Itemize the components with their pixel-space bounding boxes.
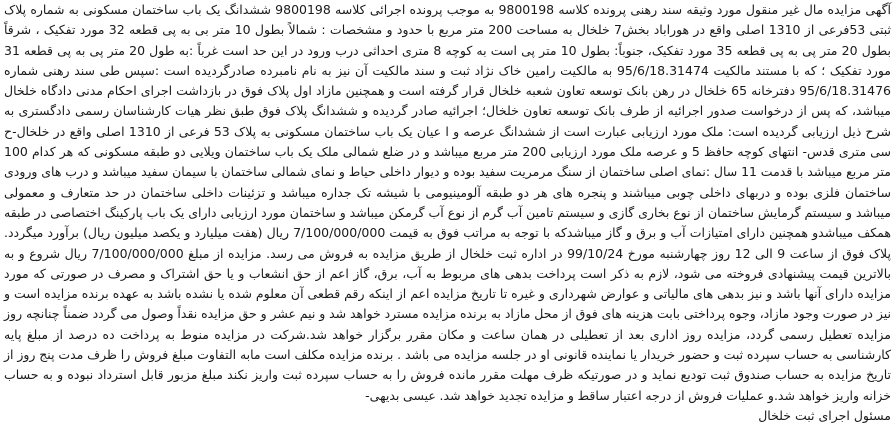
auction-notice-text: آگهی مزایده مال غیر منقول مورد وثیقه سند رهنی پرونده کلاسه 9800198 به موجب پرونده اجرائی کلاسه 9800198 ششدانگ یک باب ساختمان مسکونی به شماره پلاک ثبتی 53فرعی از 1310 اصلی واقع در هوراباد بخش7 خلخال به مساحت 200 متر مربع با حدود و مشخصات : شمالاً بطول 10 متر بی به پی قطعه 32 مورد تفکیک ، شرقاً بطول 20 متر پی به پی قطعه 35 مورد تفکیک، جنوباً: بطول 10 متر پی است به کوچه 8 متری احداثی درب ورود در این حد است غرباً :به طول 20 متر پی به پی قطعه 31 مورد تفکیک ؛ که با مستند مالکیت 95/6/18.31474 به مالکیت رامین خاک نژاد ثبت و سند مالکیت آن نیز به نام نامبرده صادرگردیده است :سپس طی سند رهنی شماره 95/6/18.31476 دفترخانه 65 خلخال در رهن بانک توسعه تعاون شعبه خلخال قرار گرفته است و همچنین مازاد اول پلاک فوق در بازداشت اجرای احکام مدنی دادگاه خلخال میباشد، که پس از درخواست صدور اجرائیه از طرف بانک توسعه تعاون خلخال؛ اجرائیه صادر گردیده و ششدانگ پلاک فوق طبق نظر هیات کارشناسان رسمی دادگستری به شرح ذیل ارزیابی گردیده است: ملک مورد ارزیابی عبارت است از ششدانگ عرصه و ا عیان یک باب ساختمان مسکونی به پلاک 53 فرعی از 1310 اصلی واقع در خلخال-ح سی متری قدس- انتهای کوچه حافظ 5 و عرصه ملک مورد ارزیابی 200 متر مربع میباشد و در ضلع شمالی ملک یک باب ساختمان ویلایی دو طبقه مسکونی که هر کدام 100 متر مربع میباشد با قدمت 11 سال :نمای اصلی ساختمان از سنگ مرمریت سفید بوده و دیوار داخلی حیاط و نمای شمالی ساختمان با سیمان سفید میباشد و درب های ورودی ساختمان فلزی بوده و دربهای داخلی چوبی میباشند و پنجره های هر دو طبقه آلومینیومی با شیشه تک جداره میباشد و تزئینات داخلی ساختمان در حد متعارف و معمولی میباشد و سیستم گرمایش ساختمان از نوع بخاری گازی و سیستم تامین آب گرم از نوع آب گرمکن میباشد و ساختمان مورد ارزیابی دارای یک باب پارکینگ اختصاصی در طبقه همکف میباشدو همچنین دارای امتیازات آب و برق و گاز میباشدکه با توجه به مراتب فوق به قیمت 7/100/000/000 ریال (هفت میلیارد و یکصد میلیون ریال) برآورد میگردد. پلاک فوق از ساعت 9 الی 12 روز چهارشنبه مورخ 99/10/24 در اداره ثبت خلخال از طریق مزایده به فروش می رسد. مزایده از مبلغ 7/100/000/000 ریال شروع و به بالاترین قیمت پیشنهادی فروخته می شود، لازم به ذکر است پرداخت بدهی های مربوط به آب، برق، گاز اعم از حق انشعاب و یا حق اشتراک و مصرف در صورتی که مورد مزایده دارای آنها باشد و نیز بدهی های مالیاتی و عوارض شهرداری و غیره تا تاریخ مزایده اعم از اینکه رقم قطعی آن معلوم شده یا نشده باشد به عهده برنده مزایده است و نیز در صورت وجود مازاد، وجوه پرداختی بابت هزینه های فوق از محل مازاد به برنده مزایده مسترد خواهد شد و نیم عشر و حق مزایده نقداً وصول می گردد ضمناً چنانچه روز مزایده تعطیل رسمی گردد، مزایده روز اداری بعد از تعطیلی در همان ساعت و مکان مقرر برگزار خواهد شد.شرکت در مزایده منوط به پرداخت ده درصد از مبلغ پایه کارشناسی به حساب سپرده ثبت و حضور خریدار یا نماینده قانونی او در جلسه مزایده می باشد . برنده مزایده مکلف است مابه التفاوت مبلغ فروش را ظرف مدت پنج روز از تاریخ مزایده به حساب صندوق ثبت تودیع نماید و در صورتیکه ظرف مهلت مقرر مانده فروش را به حساب سپرده ثبت واریز نکند مبلغ مزبور قابل استرداد نبوده و به حساب خزانه واریز خواهد شد.و عملیات فروش از درجه اعتبار ساقط و مزایده تجدید خواهد شد. عیسی بدیهی- [4,2,892,403]
notice-signature: مسئول اجرای ثبت خلخال [758,407,891,423]
